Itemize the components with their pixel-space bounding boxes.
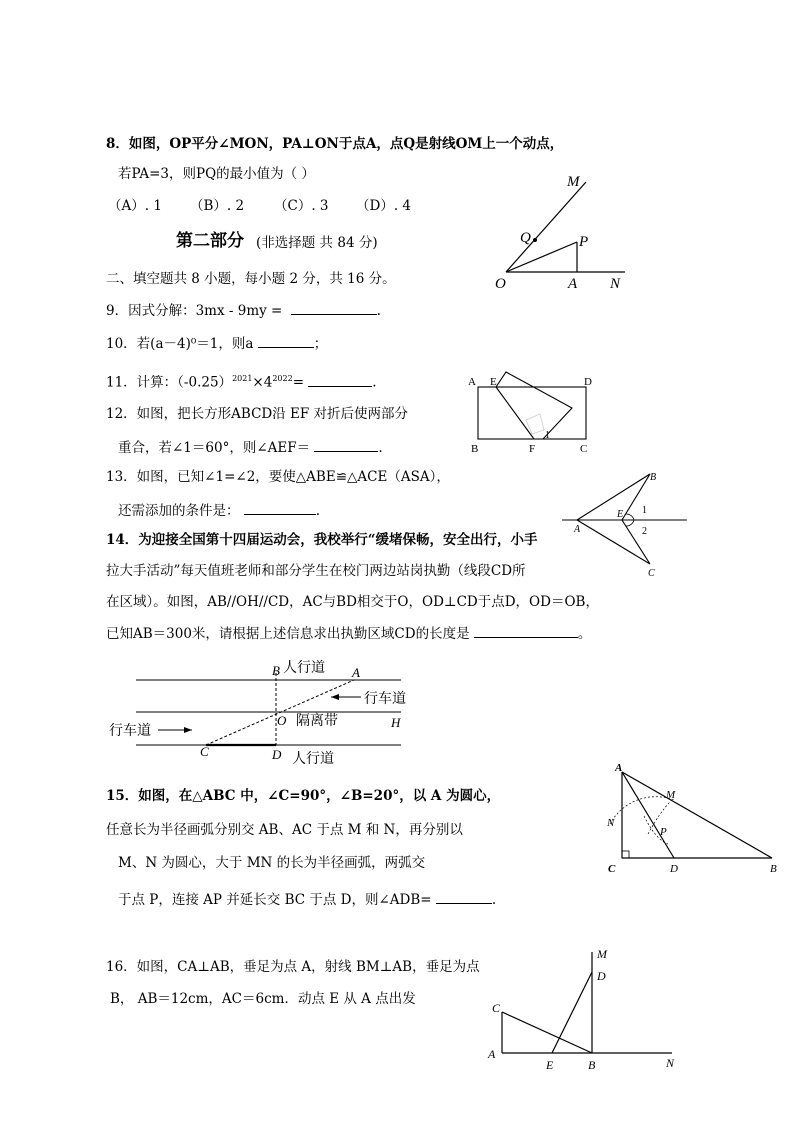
q13-answer-blank[interactable] bbox=[244, 501, 316, 515]
q12-figure bbox=[466, 368, 606, 458]
q13-line2: 还需添加的条件是： . bbox=[118, 503, 321, 519]
q11-exp2: 2022 bbox=[272, 374, 293, 383]
q10-tail: ； bbox=[313, 336, 328, 352]
q8-option-b: （B）. 2 bbox=[190, 198, 245, 214]
q16-label-c: C bbox=[492, 1001, 501, 1015]
q11-text: 11．计算：$(-0.25)^{2021}\times 4^{2022}=$ . bbox=[106, 374, 377, 391]
q8-label-q: Q bbox=[520, 230, 531, 246]
q13-label-1: 1 bbox=[642, 505, 647, 516]
q12-label-f: F bbox=[529, 443, 536, 455]
q12-label-d: D bbox=[584, 376, 592, 388]
q14-label-b: B bbox=[272, 663, 280, 678]
q16-label-d: D bbox=[597, 969, 606, 983]
q11-answer-blank[interactable] bbox=[308, 373, 372, 387]
q16-label-b: B bbox=[588, 1058, 596, 1072]
q12-label: 重合，若∠1＝60°，则∠AEF＝ bbox=[118, 440, 311, 456]
q8-label-p: P bbox=[579, 234, 589, 250]
q13-figure bbox=[562, 468, 692, 578]
q13-line1: 13．如图，已知∠1=∠2，要使△ABE≌△ACE（ASA）， bbox=[106, 469, 450, 485]
q14-figure bbox=[106, 655, 416, 770]
q11-suffix: = bbox=[292, 374, 304, 391]
q12-label-a: A bbox=[468, 376, 476, 388]
q16-line1: 16．如图，CA⊥AB，垂足为点 A，射线 BM⊥AB，垂足为点 bbox=[106, 959, 480, 975]
q15-label-d: D bbox=[670, 863, 678, 875]
q15-label-b: B bbox=[770, 863, 777, 875]
q16-label-a: A bbox=[488, 1047, 496, 1061]
q13-label: 还需添加的条件是： bbox=[118, 503, 240, 519]
q16-label-n: N bbox=[666, 1056, 675, 1070]
q8-option-c: （C）. 3 bbox=[274, 198, 329, 214]
q11-exp1: 2021 bbox=[232, 374, 253, 383]
q11-prefix: 11．计算：（-0.25） bbox=[106, 374, 233, 391]
q16-figure bbox=[486, 942, 686, 1077]
q15-line1: 15．如图，在△ABC 中，∠C=90°，∠B=20°，以 A 为圆心， bbox=[106, 788, 501, 804]
q8-option-d: （D）. 4 bbox=[356, 198, 411, 214]
part2-subtitle: (非选择题 共 84 分) bbox=[256, 235, 378, 251]
q15-label-c: C bbox=[608, 863, 616, 875]
q8-label-n: N bbox=[610, 276, 621, 292]
q14-line2: 拉大手活动”每天值班老师和部分学生在校门两边站岗执勤（线段CD所 bbox=[106, 563, 526, 579]
q15-label-p: P bbox=[660, 826, 667, 838]
q14-label: 已知AB＝300米，请根据上述信息求出执勤区域CD的长度是 bbox=[106, 626, 470, 642]
section-heading: 二、填空题共 8 小题，每小题 2 分，共 16 分。 bbox=[106, 271, 396, 287]
q12-label-c: C bbox=[580, 443, 588, 455]
part2-title: 第二部分 bbox=[176, 231, 244, 251]
q14-label-sidewalk-top: 人行道 bbox=[283, 661, 325, 676]
q15-label-m: M bbox=[666, 789, 676, 801]
q14-label-median: 隔离带 bbox=[296, 714, 338, 729]
q14-label-d: D bbox=[272, 747, 282, 762]
q16-label-e: E bbox=[546, 1058, 554, 1072]
q15-line2: 任意长为半径画弧分别交 AB、AC 于点 M 和 N，再分别以 bbox=[106, 822, 463, 838]
q10-text bbox=[106, 334, 327, 353]
q8-option-a: （A）. 1 bbox=[108, 198, 162, 214]
q12-label-1: 1 bbox=[545, 430, 550, 441]
q15-figure bbox=[604, 760, 789, 880]
q12-label-e: E bbox=[490, 376, 497, 388]
q13-label-c: C bbox=[648, 568, 655, 579]
q13-label-b: B bbox=[650, 472, 657, 483]
q14-label-o: O bbox=[277, 713, 287, 728]
q8-label-a: A bbox=[568, 276, 578, 292]
q8-line2: 若PA=3，则PQ的最小值为（ ） bbox=[118, 166, 315, 182]
q14-label-roadway-right: 行车道 bbox=[364, 692, 406, 707]
q8-figure bbox=[490, 170, 640, 290]
q8-label-m: M bbox=[567, 174, 580, 190]
q10-answer-blank[interactable] bbox=[258, 334, 314, 348]
q14-tail: 。 bbox=[577, 626, 592, 642]
q12-label-b: B bbox=[471, 443, 479, 455]
q15-line3: M、N 为圆心，大于 MN 的长为半径画弧，两弧交 bbox=[118, 855, 426, 871]
q16-label-m: M bbox=[597, 947, 607, 961]
q9-label: 9．因式分解：3mx - 9my = bbox=[106, 303, 283, 319]
q15-label-n: N bbox=[607, 817, 615, 829]
q13-label-a: A bbox=[574, 524, 581, 535]
q16-line2: B， AB＝12cm，AC＝6cm．动点 E 从 A 点出发 bbox=[110, 991, 416, 1007]
q14-answer-blank[interactable] bbox=[474, 624, 578, 638]
q14-label-a: A bbox=[352, 665, 360, 680]
q12-answer-blank[interactable] bbox=[314, 438, 378, 452]
q14-label-roadway-left: 行车道 bbox=[109, 724, 151, 739]
q14-line4 bbox=[106, 624, 591, 643]
q8-line1: 8．如图，OP平分∠MON，PA⊥ON于点A，点Q是射线OM上一个动点， bbox=[106, 136, 564, 152]
q15-label-a: A bbox=[615, 762, 623, 774]
q12-line2: 重合，若∠1＝60°，则∠AEF＝ . bbox=[118, 440, 383, 456]
q14-label-h: H bbox=[391, 715, 401, 730]
q13-label-e: E bbox=[617, 509, 624, 520]
q12-line1: 12．如图，把长方形ABCD沿 EF 对折后使两部分 bbox=[106, 406, 409, 422]
q13-label-2: 2 bbox=[642, 526, 647, 537]
q14-label-c: C bbox=[200, 744, 209, 759]
q9-text: 9．因式分解：3mx - 9my = . bbox=[106, 303, 381, 319]
q11-mid: ×4 bbox=[252, 374, 273, 391]
q9-answer-blank[interactable] bbox=[291, 301, 377, 315]
q15-answer-blank[interactable] bbox=[436, 890, 492, 904]
q15-tail: . bbox=[491, 892, 497, 908]
q15-label: 于点 P，连接 AP 并延长交 BC 于点 D，则∠ADB= bbox=[118, 892, 432, 908]
q14-line1: 14．为迎接全国第十四届运动会，我校举行“缓堵保畅，安全出行，小手 bbox=[106, 532, 538, 548]
q10-label: 10．若(a－4)⁰＝1，则a bbox=[106, 336, 254, 352]
q8-label-o: O bbox=[495, 276, 506, 292]
q14-label-sidewalk-bottom: 人行道 bbox=[292, 752, 334, 767]
q15-line4 bbox=[118, 890, 496, 909]
q14-line3: 在区域）。如图，AB//OH//CD，AC与BD相交于O，OD⊥CD于点D，OD＝OB， bbox=[106, 594, 599, 610]
